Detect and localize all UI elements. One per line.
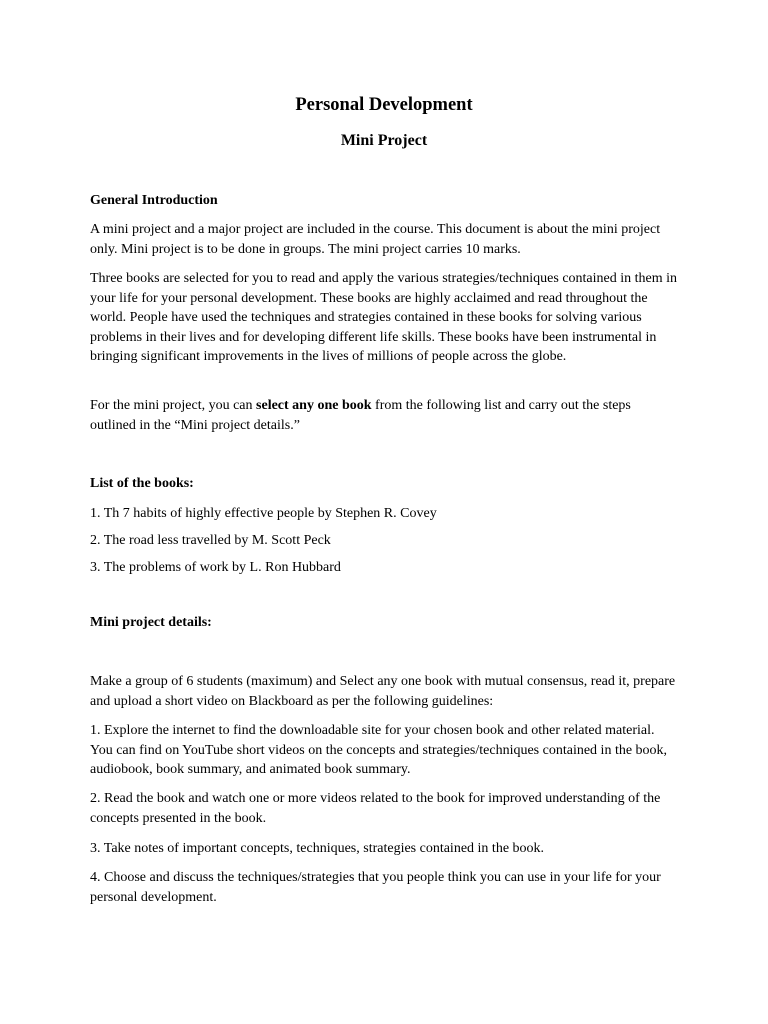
intro-paragraph-3-lead: For the mini project, you can [90,398,257,413]
intro-paragraph-3-emphasis: select any one book [256,398,372,413]
book-item: 1. Th 7 habits of highly effective people by Stephen R. Covey [90,506,437,521]
details-heading: Mini project details: [90,615,212,630]
details-intro: Make a group of 6 students (maximum) and Select any one book with mutual consensus, read it, prepare and upload a short video on Blackboard as per the following guidelines: [90,674,676,709]
details-step: 3. Take notes of important concepts, techniques, strategies contained in the book. [90,841,545,856]
book-item: 3. The problems of work by L. Ron Hubbard [90,560,341,575]
intro-paragraph-3 [90,396,680,435]
books-heading: List of the books: [90,476,194,491]
intro-paragraph-3-tail: from the following list and carry out the steps outlined in the “Mini project details.” [90,398,631,433]
details-step: 1. Explore the internet to find the downloadable site for your chosen book and other related material. You can find on YouTube short videos on the concepts and strategies/techniques contained in the book, audiobook, book summary, and animated book summary. [90,723,668,778]
book-item: 2. The road less travelled by M. Scott Peck [90,533,331,548]
intro-heading: General Introduction [90,193,218,208]
intro-paragraph-1: A mini project and a major project are included in the course. This document is about the mini project only. Mini project is to be done in groups. The mini project carries 10 marks. [90,222,661,257]
intro-paragraph-2: Three books are selected for you to read and apply the various strategies/techniques contained in them in your life for your personal development. These books are highly acclaimed and read throughout the world. People have used the techniques and strategies contained in these books for solving various problems in their lives and for developing different life skills. These books have been instrumental in bringing significant improvements in the lives of millions of people across the globe. [90,271,678,365]
document-title: Personal Development [295,95,473,115]
details-step: 2. Read the book and watch one or more videos related to the book for improved understanding of the concepts presented in the book. [90,791,661,826]
details-step: 4. Choose and discuss the techniques/strategies that you people think you can use in your life for your personal development. [90,870,661,905]
document-subtitle: Mini Project [340,132,428,149]
